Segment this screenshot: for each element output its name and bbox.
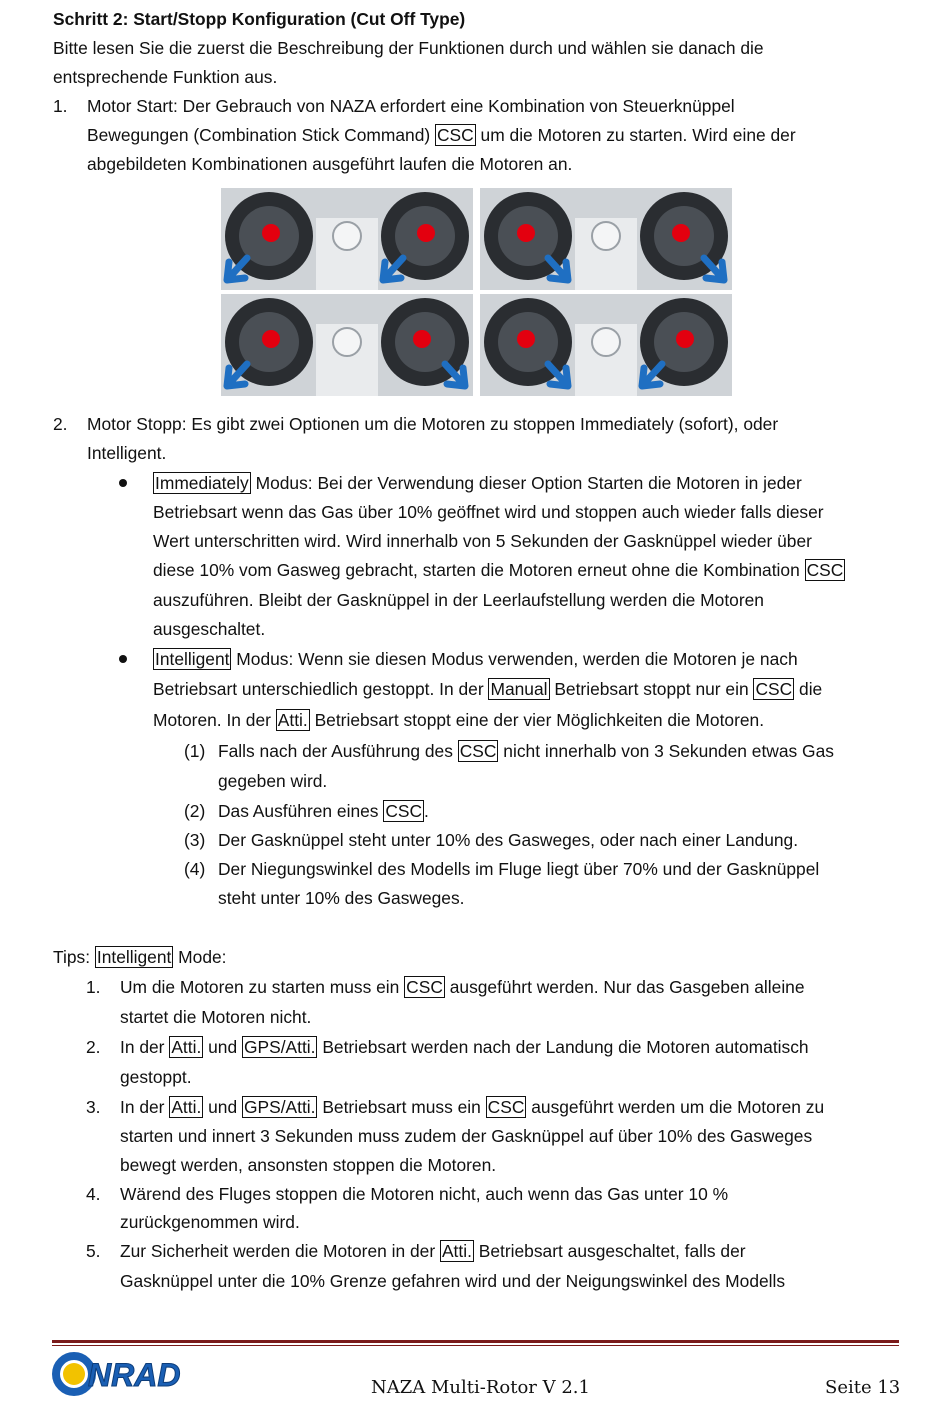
bullet-icon [119,655,127,663]
text-run: Tips: [53,947,95,967]
bullet-a-line-5: auszuführen. Bleibt der Gasknüppel in der Leerlaufstellung werden die Motoren [153,590,764,610]
csc-term: CSC [755,679,793,699]
text-run: Das Ausführen eines [218,801,384,821]
text-run: Betriebsart muss ein [317,1097,486,1117]
tip-3-line-1 [120,1096,824,1118]
item-1-line-1: Motor Start: Der Gebrauch von NAZA erfordert eine Kombination von Steuerknüppel [87,96,735,116]
sub-3-number: (3) [184,830,206,850]
item-2-number: 2. [53,414,68,434]
tip-4-number: 4. [86,1184,101,1204]
bullet-b-line-2 [153,678,822,700]
bullet-a-line-3: Wert unterschritten wird. Wird innerhalb von 5 Sekunden der Gasknüppel wieder über [153,531,812,551]
text-run: Zur Sicherheit werden die Motoren in der [120,1241,440,1261]
tip-3-line-3: bewegt werden, ansonsten stoppen die Motoren. [120,1155,497,1175]
sub-4-line-2: steht unter 10% des Gasweges. [218,888,465,908]
text-run: Um die Motoren zu starten muss ein [120,977,405,997]
immediately-term: Immediately [155,473,249,493]
bullet-b-line-3 [153,709,764,731]
intro-line-1: Bitte lesen Sie die zuerst die Beschreibung der Funktionen durch und wählen sie danach die [53,38,764,58]
text-run: ausgeführt werden um die Motoren zu [526,1097,825,1117]
tip-5-line-1 [120,1240,746,1262]
svg-text:NRAD: NRAD [88,1357,181,1393]
item-1-line-2 [87,124,796,146]
sub-1-line-1 [218,740,834,762]
tip-3-line-2: starten und innert 3 Sekunden muss zudem der Gasknüppel auf über 10% des Gasweges [120,1126,813,1146]
item-2-line-2: Intelligent. [87,443,167,463]
tip-5-number: 5. [86,1241,101,1261]
text-run: Motoren. In der [153,710,276,730]
bullet-a-line-6: ausgeschaltet. [153,619,266,639]
sub-4-line-1: Der Niegungswinkel des Modells im Fluge liegt über 70% und der Gasknüppel [218,859,820,879]
text-run: und [203,1037,242,1057]
stick-combination-photo-1 [221,188,473,290]
atti-term: Atti. [171,1037,202,1057]
text-run: und [203,1097,242,1117]
csc-term: CSC [487,1097,525,1117]
text-run: Bewegungen (Combination Stick Command) [87,125,435,145]
sub-1-line-2: gegeben wird. [218,771,328,791]
tip-1-line-2: startet die Motoren nicht. [120,1007,312,1027]
conrad-logo [52,1352,242,1396]
intelligent-term: Intelligent [155,649,230,669]
gps-atti-term: GPS/Atti. [243,1097,316,1117]
tip-2-number: 2. [86,1037,101,1057]
tip-3-number: 3. [86,1097,101,1117]
bullet-icon [119,479,127,487]
item-1-line-3: abgebildeten Kombinationen ausgeführt laufen die Motoren an. [87,154,573,174]
tip-2-line-2: gestoppt. [120,1067,192,1087]
csc-term: CSC [459,741,497,761]
csc-term: CSC [385,801,423,821]
sub-1-number: (1) [184,741,206,761]
text-run: Mode: [173,947,227,967]
footer-page-number: Seite 13 [825,1377,901,1398]
item-2-line-1: Motor Stopp: Es gibt zwei Optionen um die Motoren zu stoppen Immediately (sofort), oder [87,414,779,434]
footer-rule [52,1340,899,1343]
tip-2-line-1 [120,1036,809,1058]
item-1-number: 1. [53,96,68,116]
stick-combination-photo-3 [221,294,473,396]
stick-combination-photo-4 [480,294,732,396]
sub-2-number: (2) [184,801,206,821]
text-run: Betriebsart stoppt eine der vier Möglichkeiten die Motoren. [309,710,765,730]
text-run: Betriebsart unterschiedlich gestoppt. In der [153,679,489,699]
sub-3-line: Der Gasknüppel steht unter 10% des Gasweges, oder nach einer Landung. [218,830,799,850]
bullet-a-line-1 [153,472,802,494]
atti-term: Atti. [171,1097,202,1117]
tip-1-number: 1. [86,977,101,997]
bullet-a-line-4 [153,559,845,581]
text-run: In der [120,1037,170,1057]
csc-term: CSC [436,125,474,145]
tip-1-line-1 [120,976,805,998]
tip-5-line-2: Gasknüppel unter die 10% Grenze gefahren wird und der Neigungswinkel des Modells [120,1271,786,1291]
tip-4-line-1: Wärend des Fluges stoppen die Motoren nicht, auch wenn das Gas unter 10 % [120,1184,729,1204]
text-run: nicht innerhalb von 3 Sekunden etwas Gas [498,741,834,761]
atti-term: Atti. [441,1241,472,1261]
gps-atti-term: GPS/Atti. [243,1037,316,1057]
sub-4-number: (4) [184,859,206,879]
text-run: In der [120,1097,170,1117]
footer-document-title: NAZA Multi-Rotor V 2.1 [371,1377,590,1398]
text-run: Modus: Bei der Verwendung dieser Option Starten die Motoren in jeder [250,473,802,493]
intelligent-term: Intelligent [96,947,172,967]
bullet-b-line-1 [153,648,798,670]
text-run: Betriebsart stoppt nur ein [549,679,754,699]
text-run: Falls nach der Ausführung des [218,741,458,761]
stick-combination-photo-2 [480,188,732,290]
text-run: Betriebsart ausgeschaltet, falls der [473,1241,746,1261]
section-heading: Schritt 2: Start/Stopp Konfiguration (Cut Off Type) [53,9,466,29]
text-run: diese 10% vom Gasweg gebracht, starten die Motoren erneut ohne die Kombination [153,560,805,580]
tip-4-line-2: zurückgenommen wird. [120,1212,300,1232]
csc-term: CSC [406,977,443,997]
text-run: . [424,801,429,821]
csc-term: CSC [806,560,844,580]
manual-term: Manual [490,679,548,699]
sub-2-line [218,800,429,822]
intro-line-2: entsprechende Funktion aus. [53,67,278,87]
text-run: um die Motoren zu starten. Wird eine der [475,125,796,145]
bullet-a-line-2: Betriebsart wenn das Gas über 10% geöffnet wird und stoppen auch wieder falls dieser [153,502,824,522]
text-run: die [794,679,823,699]
atti-term: Atti. [277,710,308,730]
text-run: ausgeführt werden. Nur das Gasgeben alleine [444,977,805,997]
tips-heading [53,946,227,968]
text-run: Modus: Wenn sie diesen Modus verwenden, werden die Motoren je nach [231,649,798,669]
text-run: Betriebsart werden nach der Landung die Motoren automatisch [317,1037,809,1057]
footer-rule-thin [52,1345,899,1346]
